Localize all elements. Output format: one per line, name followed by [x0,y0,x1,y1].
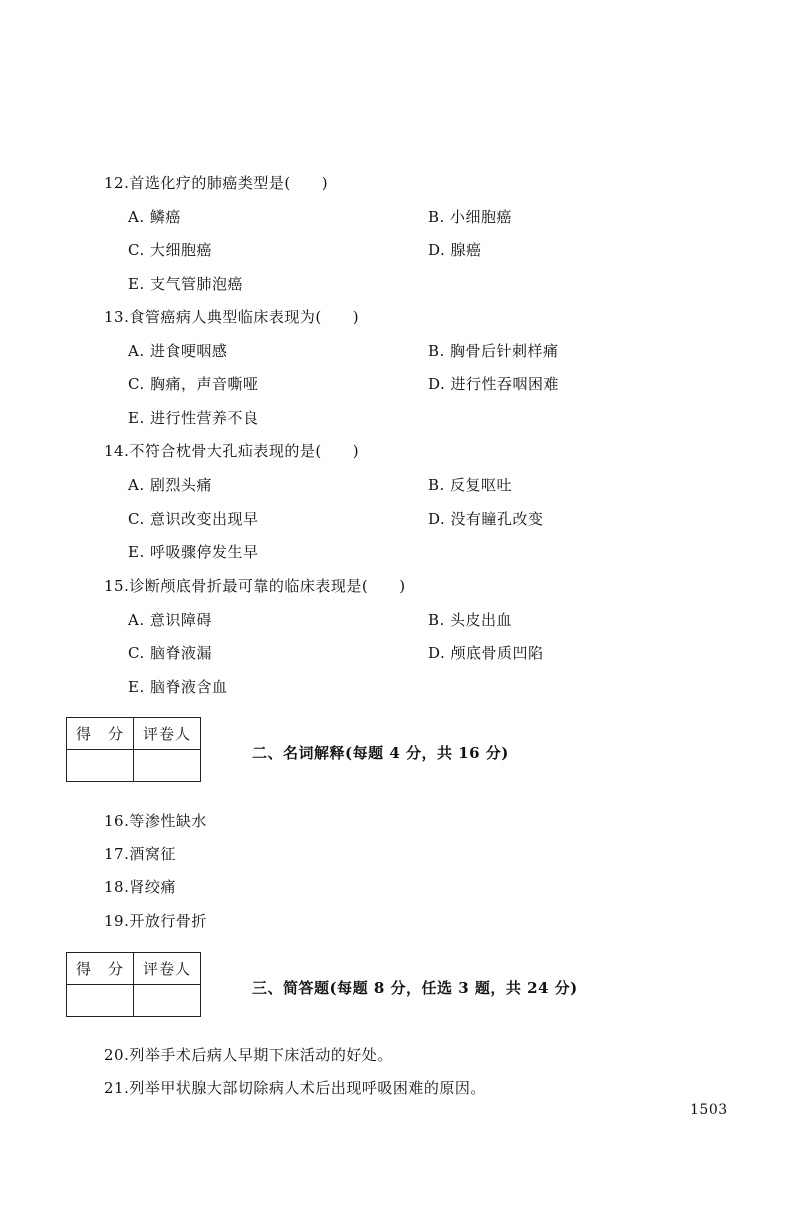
section2-score-table [66,717,201,782]
section2-item-16: 16.等渗性缺水 [104,812,207,830]
score-value-cell [67,985,134,1017]
question-12-option-e: E. 支气管肺泡癌 [128,275,243,293]
section3-item-21: 21.列举甲状腺大部切除病人术后出现呼吸困难的原因。 [104,1079,486,1097]
question-12-option-b: B. 小细胞癌 [428,208,513,226]
section2-item-19: 19.开放行骨折 [104,912,207,930]
question-14-option-b: B. 反复呕吐 [428,476,513,494]
question-13-option-c: C. 胸痛，声音嘶哑 [128,375,259,393]
score-label-cell: 得 分 [67,953,134,985]
section3-item-20: 20.列举手术后病人早期下床活动的好处。 [104,1046,393,1064]
question-15-option-b: B. 头皮出血 [428,611,513,629]
section3-score-table [66,952,201,1017]
question-12-stem: 12.首选化疗的肺癌类型是( ) [104,174,329,192]
question-12-option-d: D. 腺癌 [428,241,482,259]
section2-item-17: 17.酒窝征 [104,845,176,863]
question-14-option-c: C. 意识改变出现早 [128,510,259,528]
question-13-option-b: B. 胸骨后针刺样痛 [428,342,559,360]
section3-title: 三、简答题(每题 8 分，任选 3 题，共 24 分) [252,979,578,997]
question-15-option-d: D. 颅底骨质凹陷 [428,644,544,662]
question-15-stem: 15.诊断颅底骨折最可靠的临床表现是( ) [104,577,406,595]
question-13-option-d: D. 进行性吞咽困难 [428,375,560,393]
question-13-stem: 13.食管癌病人典型临床表现为( ) [104,308,360,326]
question-12-option-c: C. 大细胞癌 [128,241,212,259]
question-14-option-a: A. 剧烈头痛 [128,476,212,494]
score-label-cell: 得 分 [67,718,134,750]
grader-label-cell: 评卷人 [134,953,201,985]
question-15-option-a: A. 意识障碍 [128,611,212,629]
section2-item-18: 18.肾绞痛 [104,878,176,896]
question-13-option-a: A. 进食哽咽感 [128,342,228,360]
page-number: 1503 [690,1102,728,1118]
question-15-option-c: C. 脑脊液漏 [128,644,212,662]
grader-label-cell: 评卷人 [134,718,201,750]
section2-title: 二、名词解释(每题 4 分，共 16 分) [252,744,509,762]
score-value-cell [67,750,134,782]
grader-value-cell [134,750,201,782]
question-14-stem: 14.不符合枕骨大孔疝表现的是( ) [104,442,360,460]
grader-value-cell [134,985,201,1017]
question-13-option-e: E. 进行性营养不良 [128,409,259,427]
question-12-option-a: A. 鳞癌 [128,208,181,226]
question-14-option-e: E. 呼吸骤停发生早 [128,543,259,561]
question-15-option-e: E. 脑脊液含血 [128,678,228,696]
question-14-option-d: D. 没有瞳孔改变 [428,510,544,528]
